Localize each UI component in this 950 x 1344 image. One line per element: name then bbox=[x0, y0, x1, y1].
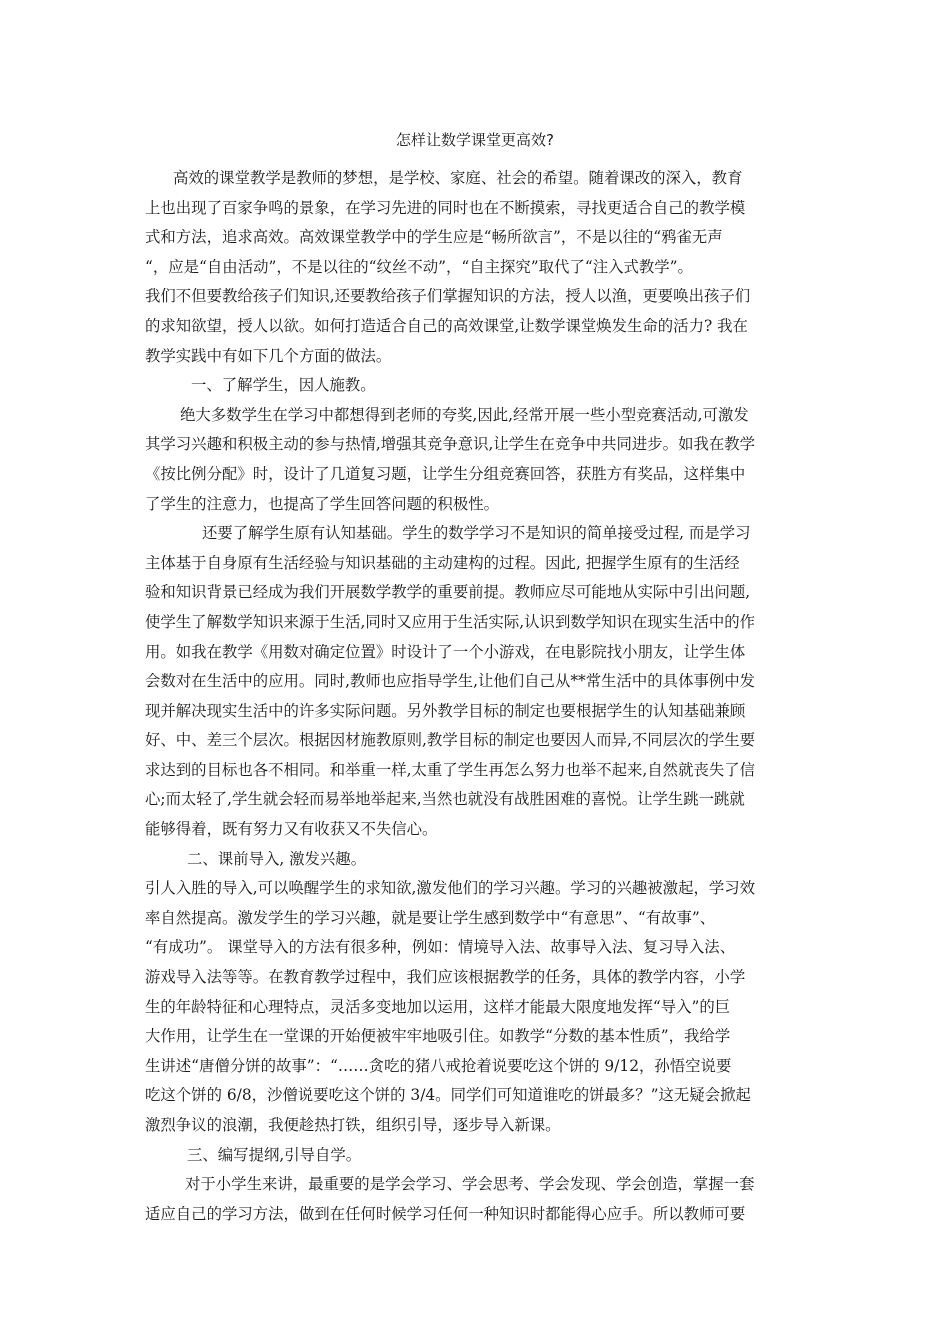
text-line: 验和知识背景已经成为我们开展数学教学的重要前提。教师应尽可能地从实际中引出问题, bbox=[145, 583, 751, 602]
text-line: 会数对在生活中的应用。同时,教师也应指导学生,让他们自己从**常生活中的具体事例中发 bbox=[145, 672, 756, 691]
text-line: 还要了解学生原有认知基础。学生的数学学习不是知识的简单接受过程, 而是学习 bbox=[202, 524, 751, 543]
text-line: 生讲述“唐僧分饼的故事”：“……贪吃的猪八戒抢着说要吃这个饼的 9/12，孙悟空说要 bbox=[145, 1056, 732, 1075]
text-line: 引人入胜的导入,可以唤醒学生的求知欲,激发他们的学习兴趣。学习的兴趣被激起，学习效 bbox=[145, 879, 756, 898]
text-line: 大作用，让学生在一堂课的开始便被牢牢地吸引住。如教学“分数的基本性质”，我给学 bbox=[145, 1027, 731, 1046]
text-line: 绝大多数学生在学习中都想得到老师的夸奖,因此,经常开展一些小型竞赛活动,可激发 bbox=[180, 405, 749, 424]
document-body bbox=[145, 164, 820, 1229]
text-line: 式和方法，追求高效。高效课堂教学中的学生应是“畅所欲言”，不是以往的“鸦雀无声 bbox=[145, 228, 723, 247]
text-line: 率自然提高。激发学生的学习兴趣，就是要让学生感到数学中“有意思”、“有故事”、 bbox=[145, 908, 716, 927]
document-title: 怎样让数学课堂更高效? bbox=[396, 131, 554, 149]
text-line: 主体基于自身原有生活经验与知识基础的主动建构的过程。因此, 把握学生原有的生活经 bbox=[145, 553, 740, 572]
text-line: 好、中、差三个层次。根据因材施教原则,教学目标的制定也要因人而异,不同层次的学生要 bbox=[145, 731, 756, 750]
text-line: 游戏导入法等等。在教育教学过程中，我们应该根据教学的任务，具体的教学内容，小学 bbox=[145, 968, 746, 987]
text-line: 对于小学生来讲，最重要的是学会学习、学会思考、学会发现、学会创造，掌握一套 bbox=[185, 1175, 755, 1194]
text-line: 现并解决现实生活中的许多实际问题。另外教学目标的制定也要根据学生的认知基础兼顾 bbox=[145, 701, 746, 720]
text-line: 心;而太轻了,学生就会轻而易举地举起来,当然也就没有战胜困难的喜悦。让学生跳一跳就 bbox=[145, 790, 745, 809]
text-line: 一、了解学生，因人施教。 bbox=[191, 376, 376, 395]
text-line: 二、课前导入, 激发兴趣。 bbox=[187, 849, 367, 868]
text-line: 上也出现了百家争鸣的景象，在学习先进的同时也在不断摸索，寻找更适合自己的教学模 bbox=[145, 198, 746, 217]
text-line: 的求知欲望，授人以欲。如何打造适合自己的高效课堂,让数学课堂焕发生命的活力? 我在 bbox=[145, 316, 748, 335]
text-line: 我们不但要教给孩子们知识,还要教给孩子们掌握知识的方法，授人以渔，更要唤出孩子们 bbox=[145, 287, 751, 306]
text-line: 吃这个饼的 6/8，沙僧说要吃这个饼的 3/4。同学们可知道谁吃的饼最多？”这无疑会掀起 bbox=[145, 1086, 751, 1105]
text-line: 用。如我在教学《用数对确定位置》时设计了一个小游戏，在电影院找小朋友，让学生体 bbox=[145, 642, 746, 661]
text-line: 《按比例分配》时，设计了几道复习题，让学生分组竞赛回答，获胜方有奖品，这样集中 bbox=[145, 464, 746, 483]
text-line: 能够得着，既有努力又有收获又不失信心。 bbox=[145, 820, 438, 839]
text-line: “有成功”。 课堂导入的方法有很多种，例如：情境导入法、故事导入法、复习导入法、 bbox=[145, 938, 736, 957]
text-line: 生的年龄特征和心理特点，灵活多变地加以运用，这样才能最大限度地发挥“导入”的巨 bbox=[145, 997, 731, 1016]
text-line: 适应自己的学习方法，做到在任何时候学习任何一种知识时都能得心应手。所以教师可要 bbox=[145, 1204, 746, 1223]
text-line: 教学实践中有如下几个方面的做法。 bbox=[145, 346, 392, 365]
text-line: 高效的课堂教学是教师的梦想，是学校、家庭、社会的希望。随着课改的深入，教育 bbox=[173, 169, 743, 187]
text-line: 求达到的目标也各不相同。和举重一样,太重了学生再怎么努力也举不起来,自然就丧失了信 bbox=[145, 760, 756, 779]
text-line: 激烈争议的浪潮，我便趁热打铁，组织引导，逐步导入新课。 bbox=[145, 1116, 561, 1134]
text-line: “，应是“自由活动”，不是以往的“纹丝不动”，“自主探究”取代了“注入式教学”。 bbox=[145, 257, 693, 276]
text-line: 使学生了解数学知识来源于生活,同时又应用于生活实际,认识到数学知识在现实生活中的作 bbox=[145, 612, 756, 631]
text-line: 其学习兴趣和积极主动的参与热情,增强其竞争意识,让学生在竞争中共同进步。如我在教学 bbox=[145, 435, 756, 454]
text-line: 了学生的注意力，也提高了学生回答问题的积极性。 bbox=[145, 494, 499, 513]
text-line: 三、编写提纲,引导自学。 bbox=[187, 1145, 362, 1164]
